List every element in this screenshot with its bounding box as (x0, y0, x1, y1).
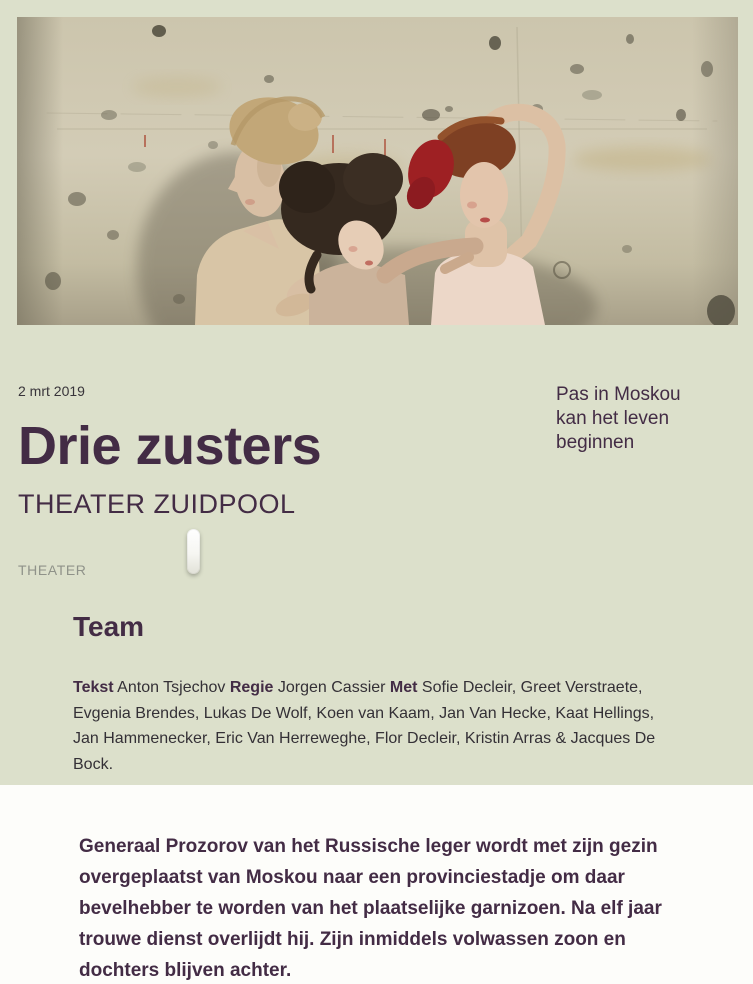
credit-label: Tekst (73, 679, 114, 696)
team-section (0, 579, 753, 785)
category-label: THEATER (18, 562, 87, 578)
company-name: THEATER ZUIDPOOL (18, 489, 296, 519)
event-intro (0, 325, 753, 579)
synopsis-section (0, 785, 753, 984)
event-header-section (0, 17, 753, 785)
hero-image (17, 17, 738, 325)
three-sisters-photo (17, 17, 738, 325)
pull-quote: Pas in Moskou kan het leven beginnen (556, 384, 681, 453)
credit-label: Regie (229, 679, 274, 696)
page-title: Drie zusters (18, 416, 322, 476)
mouse-cursor (187, 529, 200, 574)
credit-label: Met (389, 679, 418, 696)
synopsis-text: Generaal Prozorov van het Russische leger wordt met zijn gezin overgeplaatst van Moskou naar een provinciestadje om daar bevelhebber te worden van het plaatselijke garnizoen. Na elf jaar trouwe dienst overlijdt hij. Zijn inmiddels volwassen zoon en dochters blijven achter. (79, 836, 662, 981)
event-date: 2 mrt 2019 (18, 383, 85, 399)
team-heading: Team (73, 611, 145, 642)
team-credits: Tekst Anton Tsjechov Regie Jorgen Cassier Met Sofie Decleir, Greet Verstraete, Evgenia Brendes, Lukas De Wolf, Koen van Kaam, Jan Van Hecke, Kaat Hellings, Jan Hammenecker, Eric Van Herreweghe, Flor Decleir, Kristin Arras & Jacques De Bock. (73, 679, 656, 773)
quote-column (556, 325, 708, 579)
